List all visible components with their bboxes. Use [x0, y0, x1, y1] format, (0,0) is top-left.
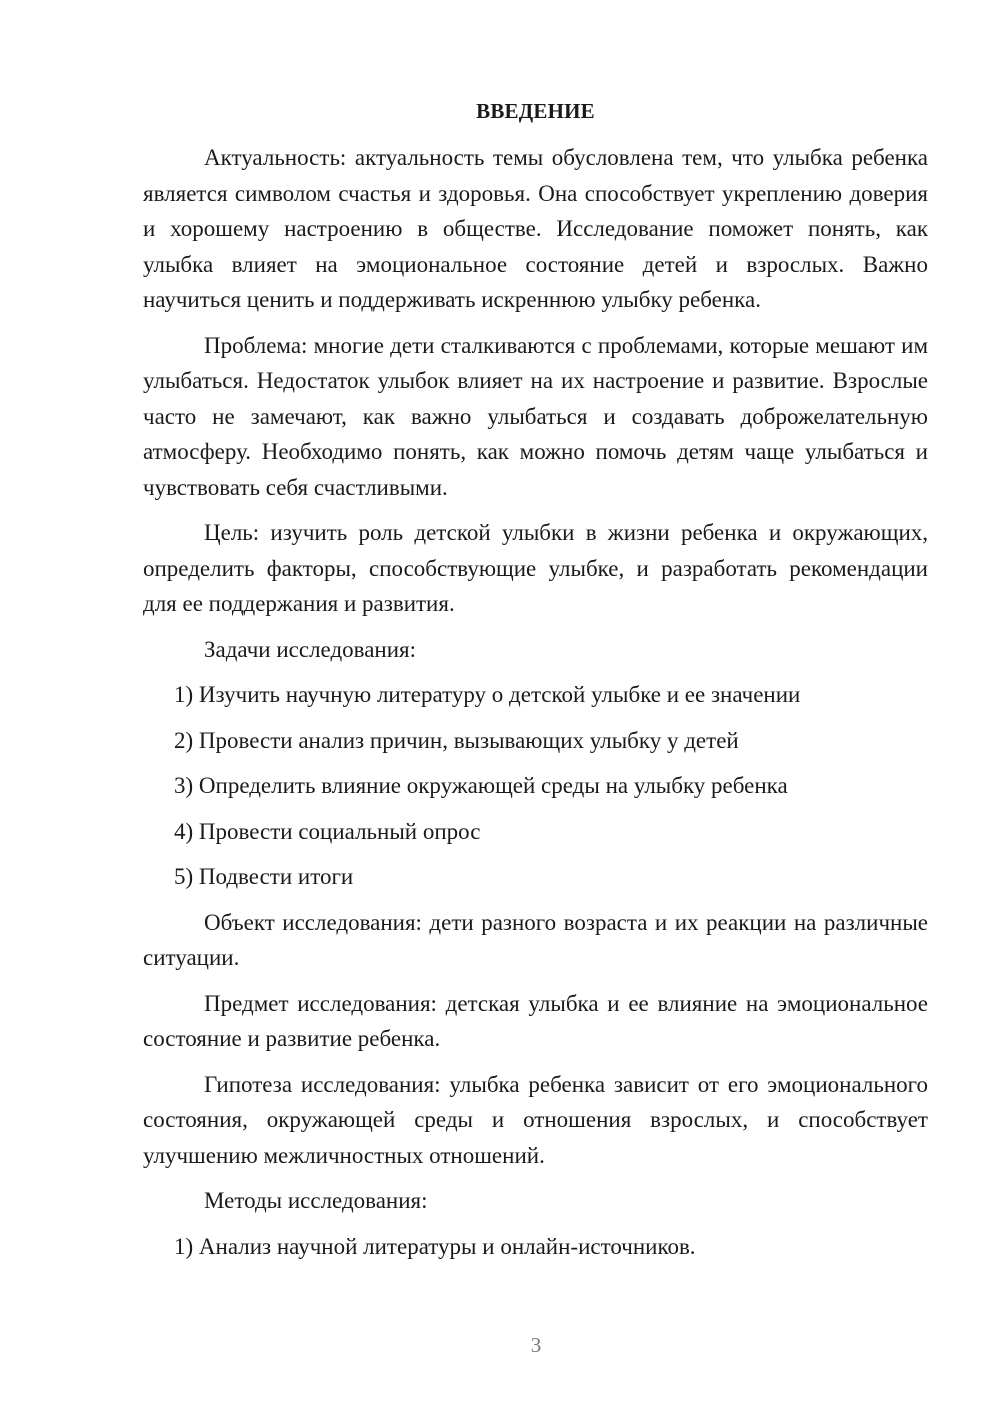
method-item-1: 1) Анализ научной литературы и онлайн-источников. — [174, 1233, 696, 1259]
subject-paragraph: Предмет исследования: детская улыбка и ее влияние на эмоциональное состояние и развитие ребенка. — [143, 990, 928, 1051]
task-item-3: 3) Определить влияние окружающей среды на улыбку ребенка — [174, 773, 788, 798]
hypothesis-paragraph: Гипотеза исследования: улыбка ребенка зависит от его эмоционального состояния, окружающей среды и отношения взрослых, и способствует улучшению межличностных отношений. — [143, 1071, 928, 1168]
tasks-list — [143, 677, 928, 895]
document-page — [143, 96, 928, 1264]
section-title: ВВЕДЕНИЕ — [476, 99, 595, 123]
tasks-heading: Задачи исследования: — [204, 636, 417, 662]
object-paragraph: Объект исследования: дети разного возраста и их реакции на различные ситуации. — [143, 909, 928, 970]
methods-heading: Методы исследования: — [204, 1188, 428, 1213]
problem-paragraph: Проблема: многие дети сталкиваются с проблемами, которые мешают им улыбаться. Недостаток улыбок влияет на их настроение и развитие. Взрослые часто не замечают, как важно улыбаться и создавать доброжелательную атмосферу. Необходимо понять, как можно помочь детям чаще улыбаться и чувствовать себя счастливыми. — [143, 332, 928, 500]
methods-list — [143, 1229, 928, 1265]
page-number: 3 — [530, 1333, 542, 1357]
task-item-5: 5) Подвести итоги — [174, 864, 354, 889]
relevance-paragraph: Актуальность: актуальность темы обусловлена тем, что улыбка ребенка является символом счастья и здоровья. Она способствует укреплению доверия и хорошему настроению в обществе. Исследование поможет понять, как улыбка влияет на эмоциональное состояние детей и взрослых. Важно научиться ценить и поддерживать искреннюю улыбку ребенка. — [143, 145, 928, 312]
task-item-4: 4) Провести социальный опрос — [174, 818, 481, 844]
task-item-1: 1) Изучить научную литературу о детской улыбке и ее значении — [174, 682, 801, 707]
goal-paragraph: Цель: изучить роль детской улыбки в жизни ребенка и окружающих, определить факторы, способствующие улыбке, и разработать рекомендации для ее поддержания и развития. — [143, 520, 928, 616]
task-item-2: 2) Провести анализ причин, вызывающих улыбку у детей — [174, 727, 739, 753]
